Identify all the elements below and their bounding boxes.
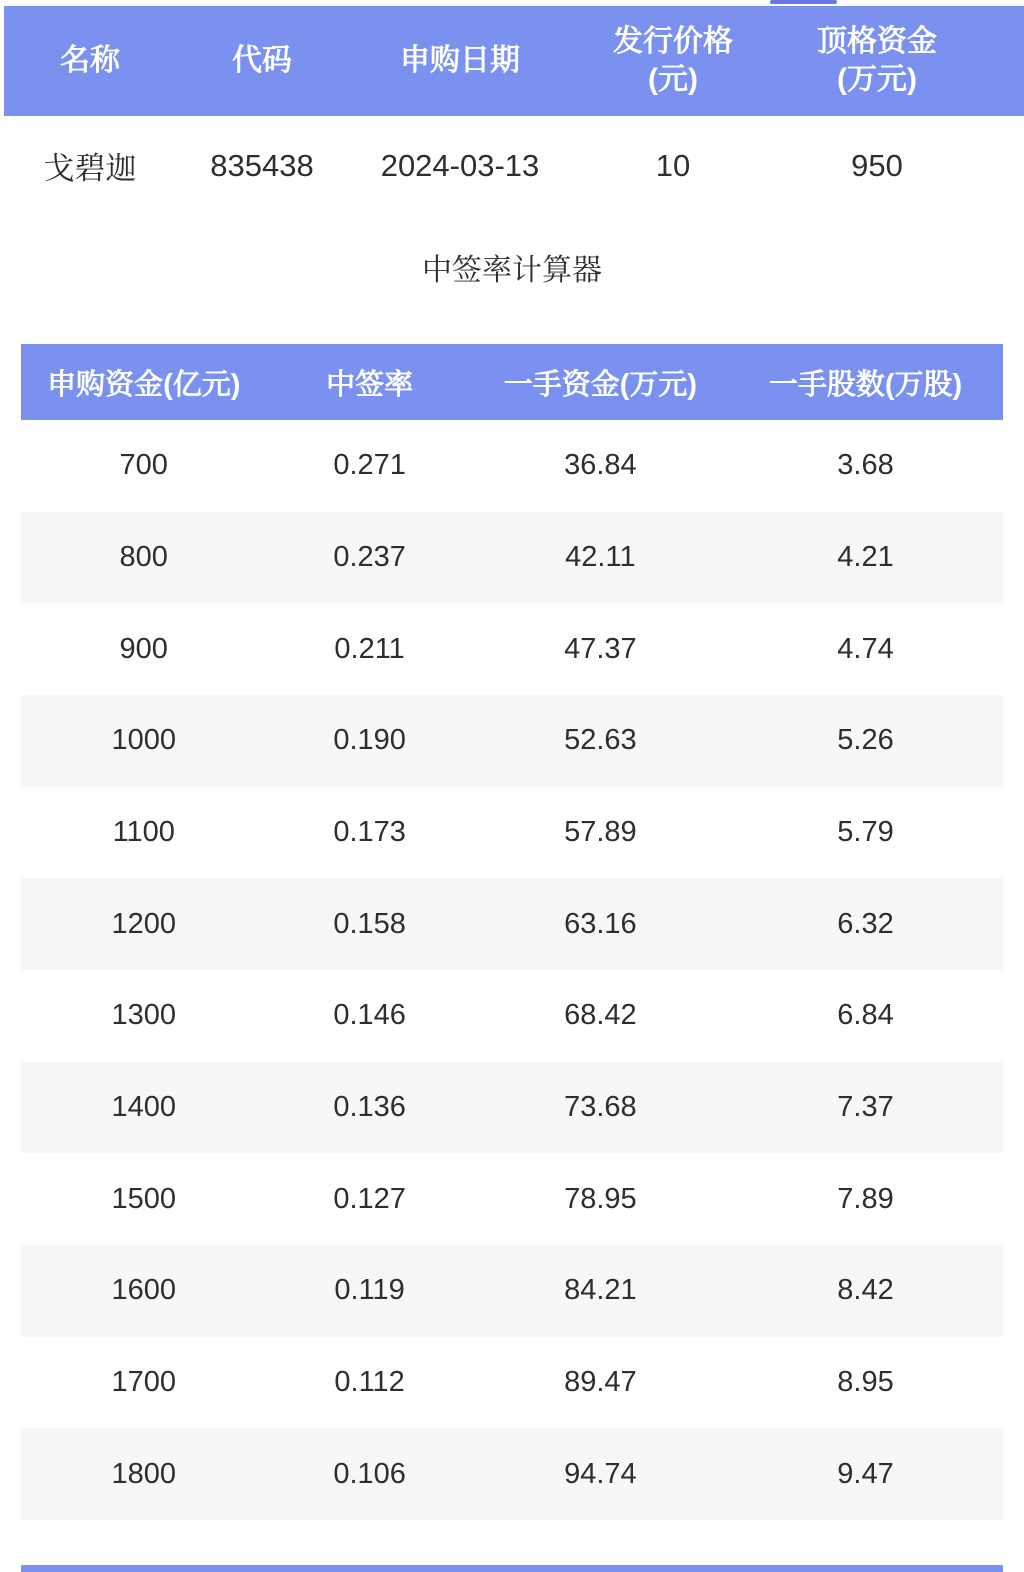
- table-row: [21, 420, 1003, 512]
- table-cell: 68.42: [564, 999, 637, 1032]
- table-cell: 8.95: [837, 1365, 894, 1398]
- table-cell: 78.95: [564, 1182, 637, 1215]
- table-cell: 1500: [111, 1182, 176, 1215]
- table-cell: 0.127: [333, 1182, 406, 1215]
- table-cell: 89.47: [564, 1365, 637, 1398]
- stock-date-value: 2024-03-13: [380, 147, 540, 183]
- table-cell: 900: [119, 632, 168, 665]
- stock-max-fund-value: 950: [851, 147, 903, 183]
- table-cell: 9.47: [837, 1457, 894, 1490]
- table-cell: 0.237: [333, 540, 406, 573]
- table-row: [21, 695, 1003, 787]
- stock-header-price-label-line2: (元): [648, 63, 698, 96]
- table-cell: 1000: [111, 724, 176, 757]
- table-cell: 0.173: [333, 815, 406, 848]
- calculator-title: 中签率计算器: [422, 254, 602, 287]
- table-cell: 1200: [111, 907, 176, 940]
- stock-header-price-label-line1: 发行价格: [613, 25, 733, 58]
- stock-table-viewport[interactable]: [4, 6, 1024, 215]
- stock-header-date-label: 申购日期: [400, 44, 520, 77]
- stock-header-code-label: 代码: [232, 44, 292, 77]
- table-row: [21, 787, 1003, 879]
- stock-code-value: 835438: [210, 147, 314, 183]
- stock-header-max-fund-label-line2: (万元): [837, 63, 917, 96]
- table-row: [21, 970, 1003, 1062]
- table-cell: 0.146: [333, 999, 406, 1032]
- table-cell: 57.89: [564, 815, 637, 848]
- calculator-header-row: [21, 344, 1003, 420]
- table-row: [21, 1428, 1003, 1520]
- stock-table: [4, 6, 1024, 215]
- table-cell: 0.271: [333, 449, 406, 482]
- table-row: [21, 603, 1003, 695]
- table-cell: 0.106: [333, 1457, 406, 1490]
- stock-header-code: [176, 42, 348, 80]
- table-cell: 800: [119, 540, 168, 573]
- stock-header-date: [348, 42, 572, 80]
- table-cell: 42.11: [565, 540, 636, 573]
- lottery-calculator-table: [21, 344, 1003, 1520]
- table-cell: 6.84: [837, 999, 894, 1032]
- table-cell: 8.42: [837, 1274, 894, 1307]
- stock-header-max-fund: [774, 23, 980, 99]
- table-cell: 36.84: [564, 449, 637, 482]
- calc-header-one-lot-fund: 一手资金(万元): [503, 368, 698, 401]
- table-cell: 0.211: [334, 632, 405, 665]
- stock-table-row: [4, 116, 1024, 215]
- table-cell: 63.16: [564, 907, 637, 940]
- table-cell: 4.21: [837, 540, 894, 573]
- table-row: [21, 1337, 1003, 1429]
- stock-price-value: 10: [655, 147, 691, 183]
- next-section-header-edge: [21, 1565, 1003, 1572]
- table-cell: 1800: [111, 1457, 176, 1490]
- table-cell: 1100: [112, 815, 175, 848]
- table-row: [21, 1245, 1003, 1337]
- table-cell: 0.136: [333, 1090, 406, 1123]
- table-cell: 7.89: [837, 1182, 894, 1215]
- table-row: [21, 1153, 1003, 1245]
- table-cell: 3.68: [837, 449, 894, 482]
- table-cell: 4.74: [837, 632, 894, 665]
- table-row: [21, 512, 1003, 604]
- calc-header-subscription-fund: 申购资金(亿元): [47, 368, 241, 401]
- table-cell: 0.158: [333, 907, 406, 940]
- table-row: [21, 878, 1003, 970]
- table-cell: 700: [119, 449, 168, 482]
- stock-header-name: [4, 42, 176, 80]
- table-cell: 1400: [111, 1090, 176, 1123]
- stock-table-header-row: [4, 6, 1024, 116]
- table-cell: 73.68: [564, 1090, 637, 1123]
- table-cell: 52.63: [564, 724, 637, 757]
- calc-header-one-lot-shares: 一手股数(万股): [768, 368, 963, 401]
- lottery-rate-rows: [21, 420, 1003, 1520]
- table-cell: 5.26: [837, 724, 894, 757]
- stock-header-name-label: 名称: [60, 44, 120, 77]
- stock-header-price: [572, 23, 774, 99]
- table-cell: 84.21: [564, 1274, 637, 1307]
- table-cell: 7.37: [837, 1090, 894, 1123]
- table-cell: 94.74: [564, 1457, 637, 1490]
- table-cell: 47.37: [564, 632, 637, 665]
- table-cell: 1300: [111, 999, 176, 1032]
- stock-header-max-fund-label-line1: 顶格资金: [817, 25, 937, 58]
- table-cell: 1600: [111, 1274, 176, 1307]
- table-row: [21, 1062, 1003, 1154]
- table-cell: 5.79: [837, 815, 894, 848]
- table-cell: 0.112: [334, 1365, 405, 1398]
- table-cell: 0.119: [334, 1274, 405, 1307]
- table-cell: 6.32: [837, 907, 894, 940]
- table-cell: 1700: [111, 1365, 176, 1398]
- table-cell: 0.190: [333, 724, 406, 757]
- stock-name-value: 戈碧迦: [43, 151, 137, 186]
- calc-header-lottery-rate: 中签率: [326, 368, 414, 401]
- horizontal-scrollbar-thumb[interactable]: [770, 0, 837, 4]
